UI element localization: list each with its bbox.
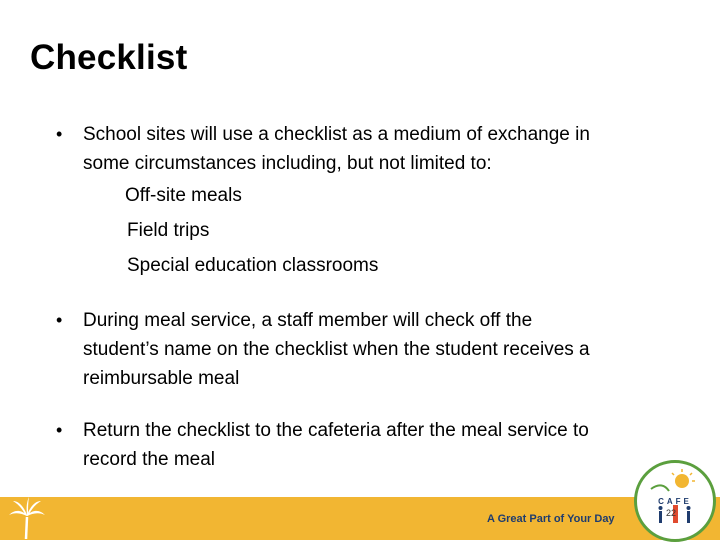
bullet-marker: • [56, 310, 63, 330]
slide-title: Checklist [30, 38, 188, 77]
bullet-marker: • [56, 124, 63, 144]
bullet-1-line-1: School sites will use a checklist as a medium of exchange in [83, 124, 590, 145]
bullet-2-line-3: reimbursable meal [83, 368, 240, 389]
subitem-field-trips: Field trips [127, 220, 210, 241]
bullet-2-line-1: During meal service, a staff member will check off the [83, 310, 533, 331]
page-number: 22 [666, 508, 677, 518]
badge-label: CAFE [658, 497, 692, 506]
cafe-logo-badge [634, 460, 716, 542]
bullet-3-line-2: record the meal [83, 449, 216, 470]
subitem-special-education: Special education classrooms [127, 255, 379, 276]
bullet-1-line-2: some circumstances including, but not limited to: [83, 153, 492, 174]
footer-tagline: A Great Part of Your Day [487, 513, 615, 525]
palm-tree-icon [6, 495, 46, 540]
subitem-offsite-meals: Off-site meals [125, 185, 242, 206]
bullet-marker: • [56, 420, 63, 440]
bullet-3-line-1: Return the checklist to the cafeteria after the meal service to [83, 420, 589, 441]
bullet-2-line-2: student’s name on the checklist when the student receives a [83, 339, 590, 360]
